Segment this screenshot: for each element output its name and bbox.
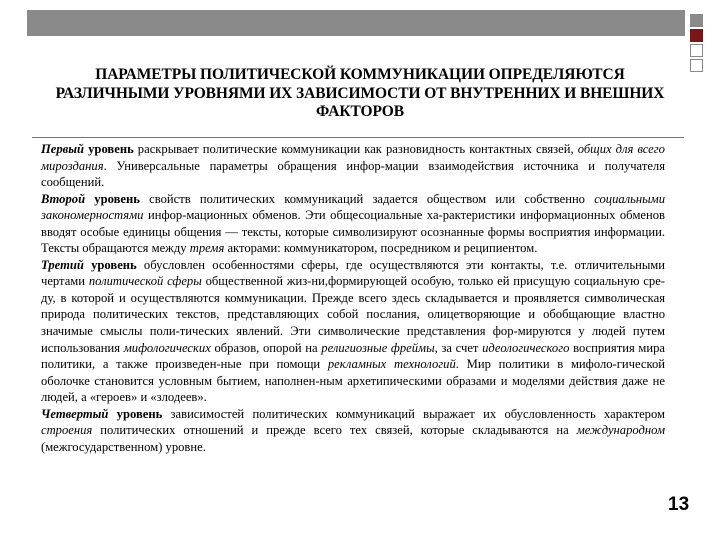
paragraph-level-4 xyxy=(41,406,665,456)
text-run: инфор-мационных обменов. Эти общесоциальные ха-рактеристики информационных обменов вводят особые единицы общения — тексты, которые символизируют осознанные формы восприятия информации. Тексты обращаются между xyxy=(41,208,665,256)
emphasis-run: религиозные фреймы xyxy=(321,340,435,355)
decor-square-outline-2 xyxy=(690,59,703,72)
emphasis-run: строения xyxy=(41,423,93,438)
emphasis-run: рекламных технологий xyxy=(327,357,456,372)
decor-square-gray xyxy=(690,14,703,27)
emphasis-run: политической сферы xyxy=(88,274,202,289)
text-run: акторами: коммуникатором, посредником и реципиентом. xyxy=(224,241,538,256)
emphasis-run: тремя xyxy=(189,241,225,256)
paragraph-level-2 xyxy=(41,191,665,257)
text-run: (межгосударственном) уровне. xyxy=(41,439,206,454)
text-run: . Универсальные параметры обращения инфор-мации взаимодействия источника и получателя сообщений. xyxy=(41,158,665,190)
text-run: обусловлен особенностями сферы, где осуществляются эти контакты, т.е. отличительными чертами xyxy=(41,257,665,289)
title-divider xyxy=(32,137,684,138)
text-run: общественной жиз-ни,формирующей особую, только ей присущую социальную сре-ду, в которой и осуществляются коммуникации. Прежде всего здесь складывается и проявляется символическая природа политических текстов, представляющих собой послания, олицетворяющие и обобщающие властно значимые смыслы поли-тических явлений. Эти символические представления фор-мируются у людей путем использования xyxy=(41,274,665,355)
paragraph-level-1 xyxy=(41,141,665,191)
text-run: , за счет xyxy=(434,340,483,355)
level-2-label: уровень xyxy=(85,191,140,206)
emphasis-run: социальными закономерностями xyxy=(41,191,666,223)
emphasis-run: международном xyxy=(576,423,665,438)
level-4-word: Четвертый xyxy=(41,406,109,421)
level-3-word: Третий xyxy=(41,257,84,272)
text-run: свойств политических коммуникаций задается обществом или собственно xyxy=(139,191,595,206)
level-2-word: Второй xyxy=(41,191,86,206)
emphasis-run: мифологических xyxy=(123,340,211,355)
header-bar xyxy=(27,10,685,36)
text-run: раскрывает политические коммуникации как разновидность контактных связей, xyxy=(133,142,578,156)
level-3-label: уровень xyxy=(83,257,137,272)
text-run: образов, опорой на xyxy=(210,340,322,355)
text-run: политических отношений и прежде всего тех связей, которые складываются на xyxy=(92,423,577,438)
text-run: зависимостей политических коммуникаций выражает их обусловленность характером xyxy=(162,406,665,421)
slide-body xyxy=(41,141,665,455)
level-4-label: уровень xyxy=(108,406,163,421)
decor-square-red xyxy=(690,29,703,42)
text-run: восприятия мира политики, а также произведен-ные при помощи xyxy=(41,340,665,372)
paragraph-level-3 xyxy=(41,257,665,406)
level-1-word: Первый xyxy=(41,142,85,156)
page-number: 13 xyxy=(668,494,690,515)
level-1-label: уровень xyxy=(84,142,134,156)
decor-square-outline-1 xyxy=(690,44,703,57)
text-run: . Мир политики в мифоло-гической оболочке становится условным бытием, наполнен-ным архетипическими образами и моделями действия даже не людей, а «героев» и «злодеев». xyxy=(41,357,665,405)
emphasis-run: идеологического xyxy=(482,340,570,355)
slide-title: ПАРАМЕТРЫ ПОЛИТИЧЕСКОЙ КОММУНИКАЦИИ ОПРЕДЕЛЯЮТСЯ РАЗЛИЧНЫМИ УРОВНЯМИ ИХ ЗАВИСИМОСТИ ОТ ВНУТРЕННИХ И ВНЕШНИХ ФАКТОРОВ xyxy=(55,66,665,120)
emphasis-run: общих для всего мироздания xyxy=(41,142,665,173)
